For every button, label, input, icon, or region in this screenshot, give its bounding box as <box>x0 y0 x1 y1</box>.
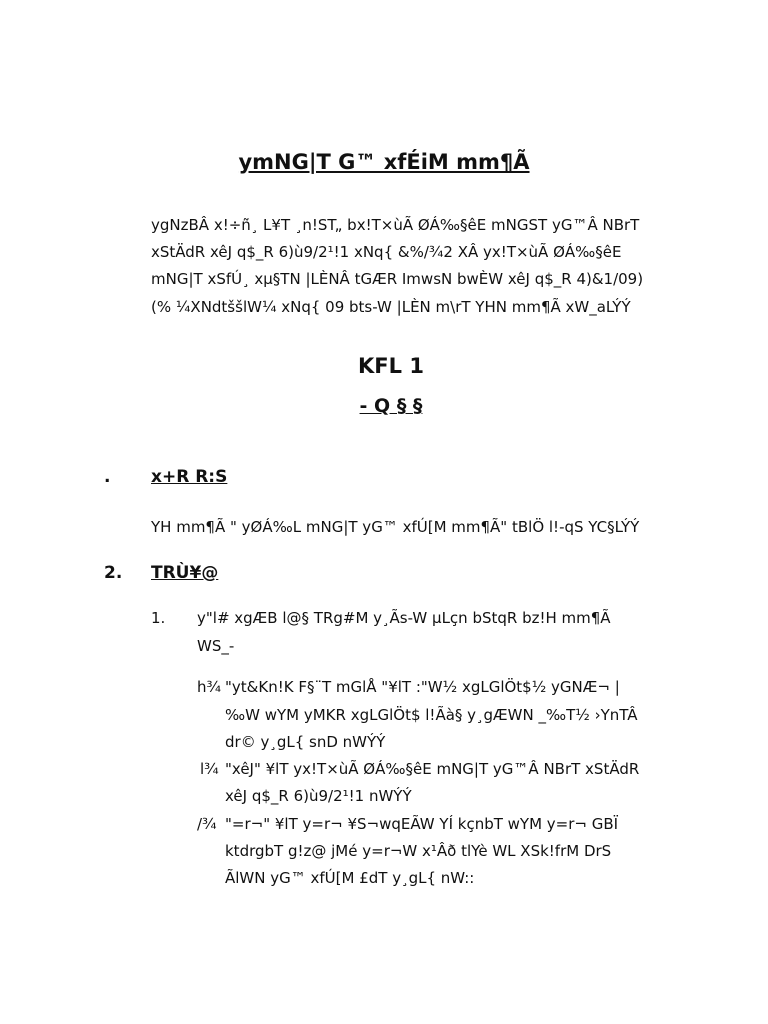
document-title: ymNG|T G™ xfÉiM mm¶Ã <box>238 150 530 174</box>
intro-line: mNG|T xSfÚ¸ xµ§TN |LÈNÂ tGÆR ImwsN bwÈW xêJ q$_R 4)&1/09) <box>151 270 644 288</box>
list-item-line: y"l# xgÆB l@§ TRg#M y¸Ãs-W µLçn bStqR bz!H mm¶Ã <box>197 609 611 627</box>
subitem-line: xêJ q$_R 6)ù9/2¹!1 nWÝÝ <box>225 787 412 805</box>
subitem-marker: h¾ <box>197 678 222 696</box>
section-number: . <box>104 467 111 487</box>
subitem-line: ‰W wYM yMKR xgLGlÖt$ l!Ãà§ y¸gÆWN _‰T½ ›YnTÂ <box>225 706 638 724</box>
subitem-marker: l¾ <box>200 760 219 778</box>
subitem-marker: /¾ <box>197 815 217 833</box>
section-title: x+R R:S <box>151 467 228 487</box>
intro-line: ygNzBÂ x!÷ñ¸ L¥T ¸n!ST„ bx!T×ùÃ ØÁ‰§êE mNGST yG™Â NBrT <box>151 216 640 234</box>
section-title: TRÙ¥@ <box>151 563 219 583</box>
chapter-subtitle: - Q § § <box>359 395 423 417</box>
section-text: YH mm¶Ã " yØÁ‰L mNG|T yG™ xfÚ[M mm¶Ã" tBlÖ l!-qS YC§LÝÝ <box>151 518 640 536</box>
intro-line: xStÄdR xêJ q$_R 6)ù9/2¹!1 xNq{ &%/¾2 XÂ yx!T×ùÃ ØÁ‰§êE <box>151 243 622 261</box>
list-item-line: WS_- <box>197 637 235 655</box>
section-number: 2. <box>104 563 123 583</box>
list-item-number: 1. <box>151 609 166 627</box>
subitem-line: ktdrgbT g!z@ jMé y=r¬W x¹Âð tlYè WL XSk!frM DrS <box>225 842 612 860</box>
intro-line: (% ¼XNdtššlW¼ xNq{ 09 bts-W |LÈN m\rT YHN mm¶Ã xW_aLÝÝ <box>151 298 631 316</box>
subitem-line: "xêJ" ¥lT yx!T×ùÃ ØÁ‰§êE mNG|T yG™Â NBrT xStÄdR <box>225 760 640 778</box>
subitem-line: ÃlWN yG™ xfÚ[M £dT y¸gL{ nW:: <box>225 869 475 887</box>
chapter-heading: KFL 1 <box>358 354 424 378</box>
subitem-line: "=r¬" ¥lT y=r¬ ¥S¬wqEÃW YÍ kçnbT wYM y=r¬ GBÏ <box>225 815 619 833</box>
subitem-line: dr© y¸gL{ snD nWÝÝ <box>225 733 386 751</box>
subitem-line: "yt&Kn!K F§¨T mGlÅ "¥lT :"W½ xgLGlÖt$½ yGNÆ¬ | <box>225 678 620 696</box>
